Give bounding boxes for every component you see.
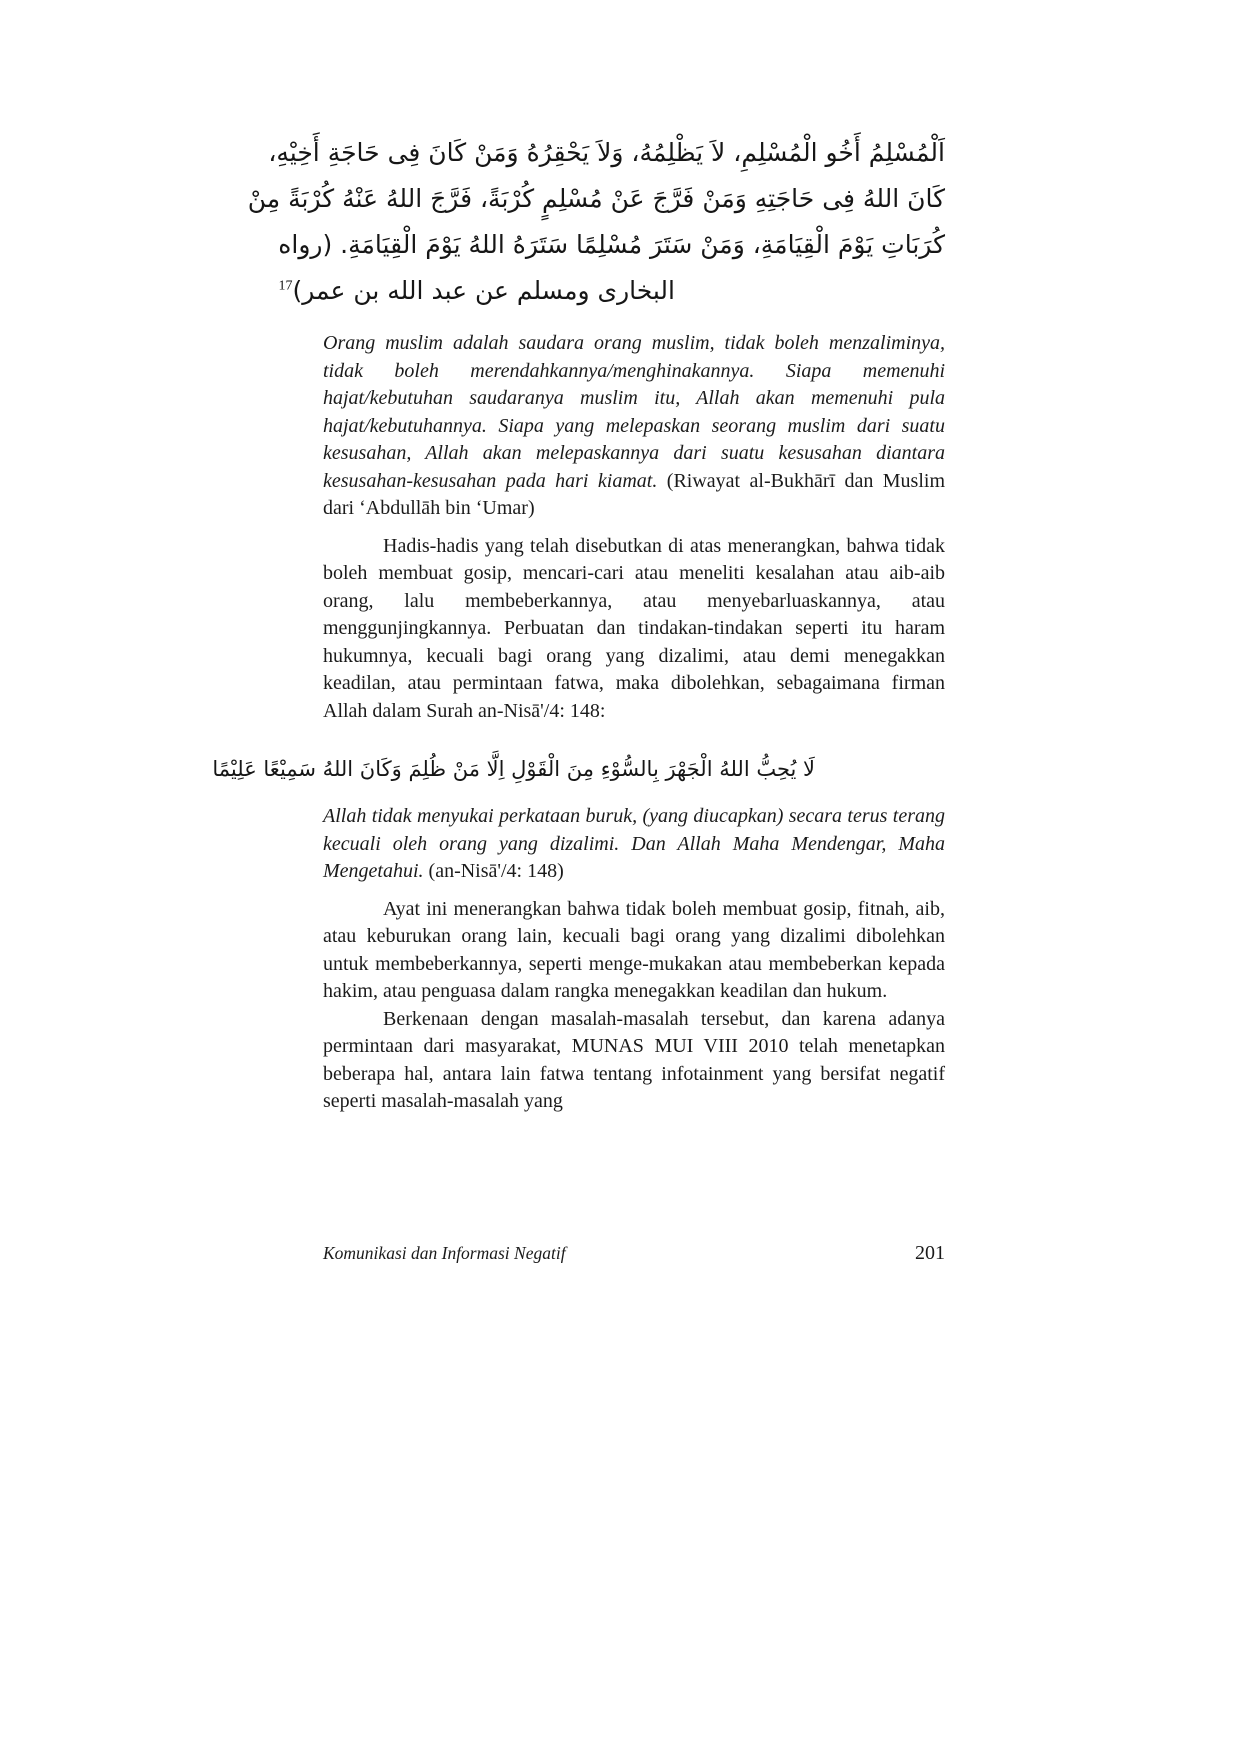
hadith-narrator-text: البخارى ومسلم عن عبد الله بن عمر) xyxy=(292,276,675,305)
page-content xyxy=(212,130,946,1116)
page-number: 201 xyxy=(915,1242,945,1264)
body-paragraph-3: Berkenaan dengan masalah-masalah tersebut, dan karena adanya permintaan dari masyarakat, MUNAS MUI VIII 2010 telah menetapkan beberapa hal, antara lain fatwa tentang infotainment yang bersifat negatif seperti masalah-masalah yang xyxy=(323,1007,945,1112)
quran-verse-arabic: لَا يُحِبُّ اللهُ الْجَهْرَ بِالسُّوْءِ مِنَ الْقَوْلِ اِلَّا مَنْ ظُلِمَ وَكَانَ اللهُ سَمِيْعًا عَلِيْمًا xyxy=(212,757,815,781)
quran-translation-source: (an-Nisā'/4: 148) xyxy=(423,860,564,882)
running-title: Komunikasi dan Informasi Negatif xyxy=(323,1243,566,1263)
hadith-arabic-block xyxy=(247,130,945,314)
page-footer xyxy=(323,1242,945,1265)
hadith-translation xyxy=(323,330,945,523)
hadith-arabic-line-1: اَلْمُسْلِمُ أَخُو الْمُسْلِمِ، لاَ يَظْلِمُهُ، وَلاَ يَحْقِرُهُ وَمَنْ كَانَ فِى حَاجَةِ أَخِيْهِ، xyxy=(268,138,945,167)
hadith-translation-source: (Riwayat al-Bukhārī dan Muslim dari ‘Abdullāh bin ‘Umar) xyxy=(323,469,946,519)
body-paragraph-1: Hadis-hadis yang telah disebutkan di atas menerangkan, bahwa tidak boleh membuat gosip, mencari-cari atau meneliti kesalahan atau aib-aib orang, lalu membeberkannya, atau menyebarluaskannya, atau menggunjingkannya. Perbuatan dan tindakan-tindakan seperti itu haram hukumnya, kecuali bagi orang yang dizalimi, atau demi menegakkan keadilan, atau permintaan fatwa, maka dibolehkan, sebagaimana firman Allah dalam Surah an-Nisā'/4: 148: xyxy=(323,534,945,722)
quran-translation xyxy=(323,803,945,886)
body-paragraph-2: Ayat ini menerangkan bahwa tidak boleh membuat gosip, fitnah, aib, atau keburukan orang lain, kecuali bagi orang yang dizalimi dibolehkan untuk membeberkannya, seperti menge-mukakan atau membeberkan kepada hakim, atau penguasa dalam rangka menegakkan keadilan dan hukum. xyxy=(323,897,945,1002)
hadith-translation-text: Orang muslim adalah saudara orang muslim, tidak boleh menzaliminya, tidak boleh merendahkannya/menghinakannya. Siapa memenuhi hajat/kebutuhan saudaranya muslim itu, Allah akan memenuhi pula hajat/kebutuhannya. Siapa yang melepaskan seorang muslim dari suatu kesusahan, Allah akan melepaskannya dari suatu kesusahan diantara kesusahan-kesusahan pada hari kiamat. xyxy=(323,332,945,492)
footnote-reference: 17 xyxy=(278,278,293,294)
quran-translation-text: Allah tidak menyukai perkataan buruk, (yang diucapkan) secara terus terang kecuali oleh orang yang dizalimi. Dan Allah Maha Mendengar, Maha Mengetahui. xyxy=(323,805,945,882)
hadith-arabic-line-3: كُرَبَاتِ يَوْمَ الْقِيَامَةِ، وَمَنْ سَتَرَ مُسْلِمًا سَتَرَهُ اللهُ يَوْمَ الْقِيَامَةِ. (رواه xyxy=(278,230,945,259)
hadith-arabic-line-2: كَانَ اللهُ فِى حَاجَتِهِ وَمَنْ فَرَّجَ عَنْ مُسْلِمٍ كُرْبَةً، فَرَّجَ اللهُ عَنْهُ كُرْبَةً مِنْ xyxy=(247,184,945,213)
hadith-arabic-line-4 xyxy=(278,268,945,314)
